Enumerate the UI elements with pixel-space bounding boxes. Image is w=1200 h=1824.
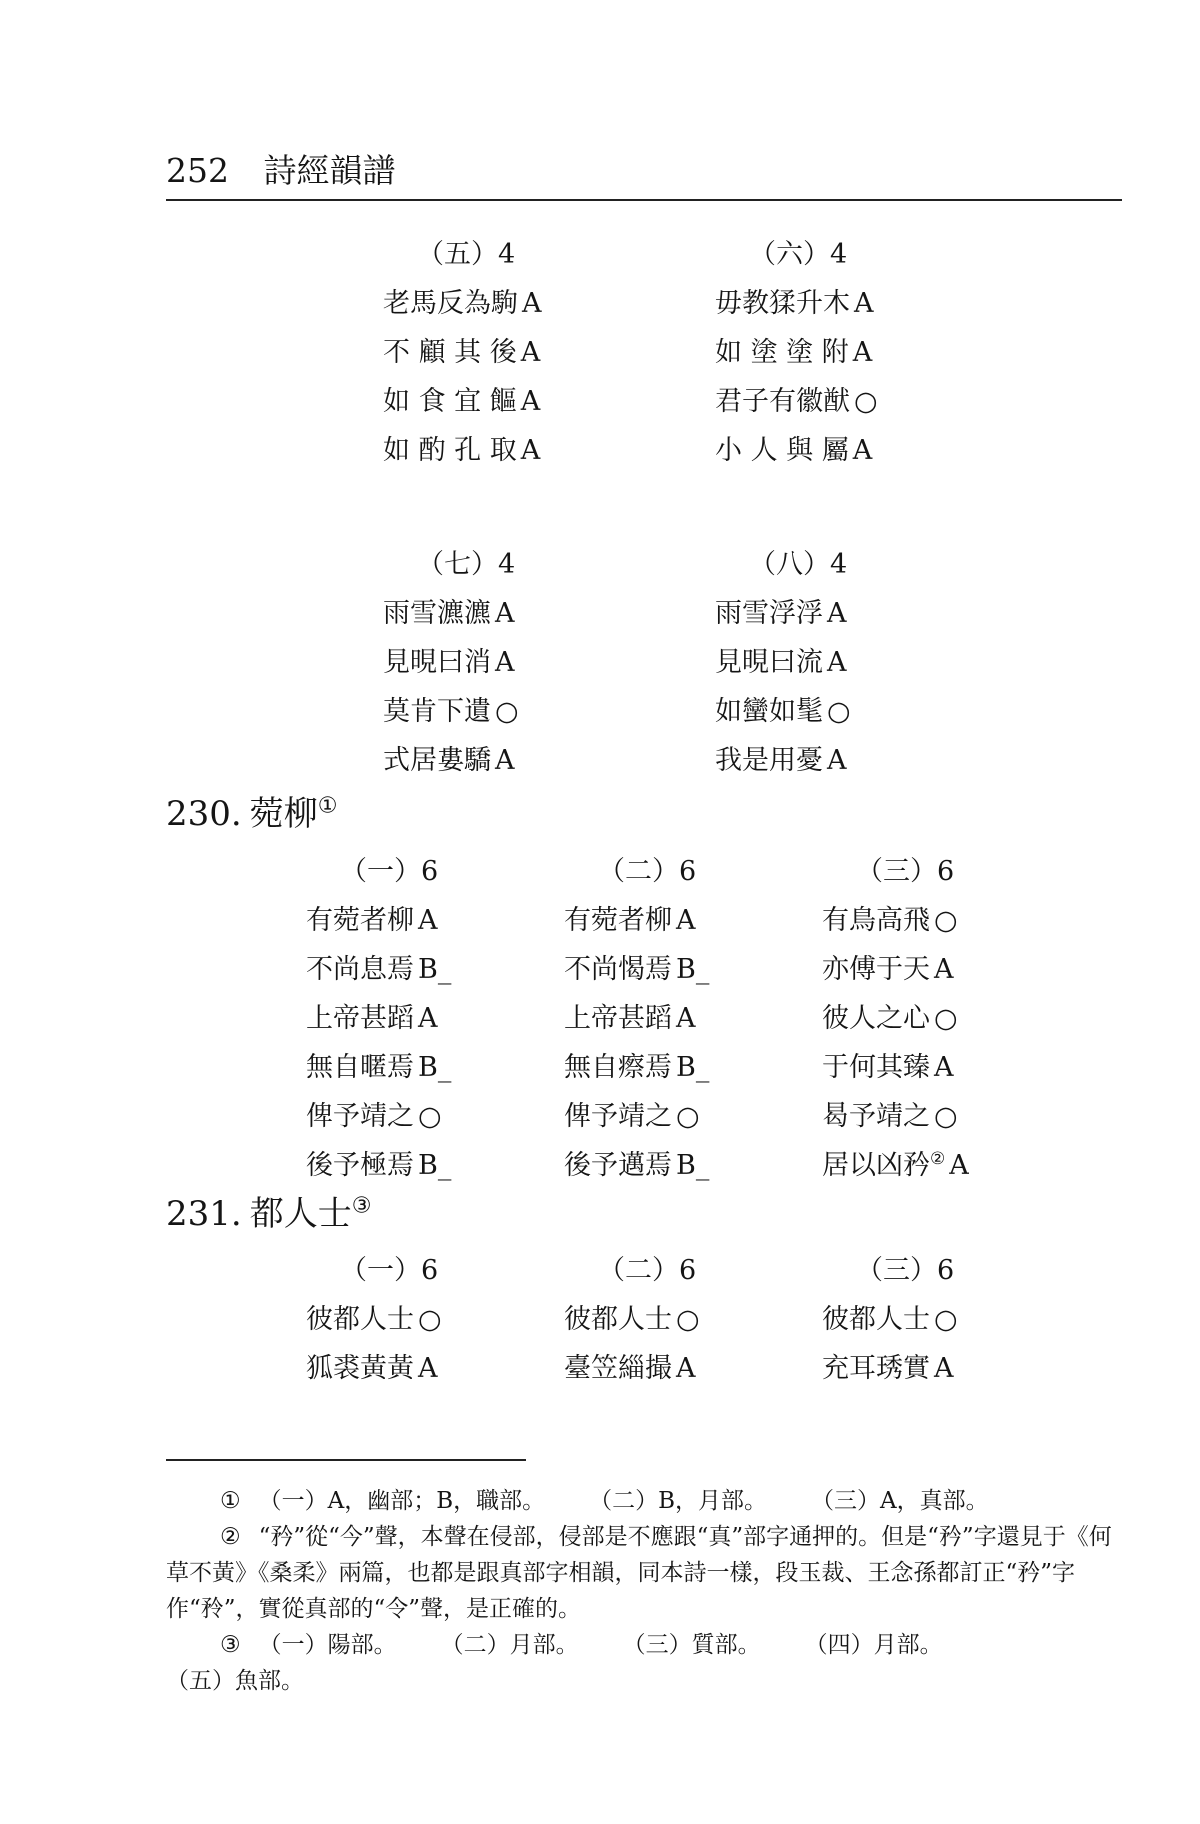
stanza-label: （三）6 bbox=[856, 856, 955, 887]
footnote-1: ① （一）A，幽部；B，職部。 （二）B，月部。 （三）A，真部。 bbox=[220, 1488, 989, 1514]
poem-name: 都人士 bbox=[249, 1194, 352, 1234]
poem-line: 後予極焉 B_ bbox=[306, 1150, 452, 1181]
footnote-3-continued: （五）魚部。 bbox=[166, 1668, 304, 1694]
footnote-marker: ③ bbox=[220, 1632, 241, 1658]
poem-line: 雨雪浮浮 A bbox=[715, 598, 847, 629]
stanza-5 bbox=[383, 230, 542, 475]
poem-line: 如 酌 孔 取 A bbox=[383, 435, 541, 466]
stanza-label: （二）6 bbox=[598, 1255, 697, 1286]
rhyme-mark: A bbox=[827, 598, 847, 629]
header-rule bbox=[166, 199, 1122, 201]
rhyme-mark: A bbox=[934, 1353, 954, 1384]
poem-line: 臺笠緇撮 A bbox=[564, 1353, 696, 1384]
rhyme-mark: A bbox=[495, 647, 515, 678]
poem-line: 如蠻如髦 ○ bbox=[715, 696, 851, 727]
rhyme-mark: A bbox=[495, 598, 515, 629]
poem-line: 如 塗 塗 附 A bbox=[715, 337, 873, 368]
stanza-230-2 bbox=[564, 847, 709, 1190]
stanza-label: （八）4 bbox=[749, 549, 848, 580]
stanza-7 bbox=[383, 540, 519, 785]
poem-line: 彼都人士 ○ bbox=[306, 1304, 442, 1335]
rhyme-mark: A bbox=[520, 435, 541, 466]
rhyme-mark: ○ bbox=[676, 1101, 700, 1132]
stanza-231-3 bbox=[822, 1246, 958, 1393]
rhyme-mark: B_ bbox=[418, 954, 452, 985]
rhyme-mark: B_ bbox=[676, 1052, 710, 1083]
rhyme-mark: B_ bbox=[676, 1150, 710, 1181]
poem-line: 見晛曰流 A bbox=[715, 647, 847, 678]
rhyme-mark: ○ bbox=[418, 1101, 442, 1132]
poem-line: 于何其臻 A bbox=[822, 1052, 954, 1083]
rhyme-mark: A bbox=[827, 647, 847, 678]
poem-line: 居以凶矜② A bbox=[822, 1149, 969, 1181]
poem-line: 俾予靖之 ○ bbox=[306, 1101, 442, 1132]
poem-line: 亦傅于天 A bbox=[822, 954, 954, 985]
rhyme-mark: A bbox=[520, 386, 541, 417]
poem-line: 見晛曰消 A bbox=[383, 647, 515, 678]
rhyme-mark: A bbox=[495, 745, 515, 776]
stanza-231-2 bbox=[564, 1246, 700, 1393]
footnote-ref: ① bbox=[317, 793, 338, 819]
rhyme-mark: ○ bbox=[934, 1304, 958, 1335]
rhyme-mark: B_ bbox=[418, 1150, 452, 1181]
page-number: 252 bbox=[166, 151, 229, 190]
poem-line: 如 食 宜 饇 A bbox=[383, 386, 541, 417]
poem-number: 231. bbox=[166, 1194, 242, 1234]
rhyme-mark: A bbox=[676, 905, 696, 936]
rhyme-mark: A bbox=[934, 1052, 954, 1083]
poem-line: 彼都人士 ○ bbox=[822, 1304, 958, 1335]
stanza-label: （六）4 bbox=[749, 239, 848, 270]
rhyme-mark: ○ bbox=[854, 386, 878, 417]
footnote-marker: ② bbox=[220, 1524, 241, 1550]
poem-line: 彼人之心 ○ bbox=[822, 1003, 958, 1034]
footnote-rule bbox=[166, 1459, 526, 1461]
rhyme-mark: B_ bbox=[418, 1052, 452, 1083]
poem-line: 有菀者柳 A bbox=[564, 905, 696, 936]
rhyme-mark: A bbox=[949, 1150, 969, 1181]
poem-line: 我是用憂 A bbox=[715, 745, 847, 776]
poem-line: 毋教猱升木 A bbox=[715, 288, 874, 319]
rhyme-mark: A bbox=[522, 288, 542, 319]
poem-line: 無自暱焉 B_ bbox=[306, 1052, 452, 1083]
rhyme-mark: ○ bbox=[495, 696, 519, 727]
poem-line: 上帝甚蹈 A bbox=[564, 1003, 696, 1034]
poem-line: 俾予靖之 ○ bbox=[564, 1101, 700, 1132]
footnote-ref: ③ bbox=[351, 1193, 372, 1219]
footnote-marker: ① bbox=[220, 1488, 241, 1514]
rhyme-mark: B_ bbox=[676, 954, 710, 985]
rhyme-mark: ○ bbox=[934, 905, 958, 936]
poem-line: 小 人 與 屬 A bbox=[715, 435, 873, 466]
poem-line: 後予邁焉 B_ bbox=[564, 1150, 710, 1181]
rhyme-mark: A bbox=[827, 745, 847, 776]
poem-line: 上帝甚蹈 A bbox=[306, 1003, 438, 1034]
poem-line: 不 顧 其 後 A bbox=[383, 337, 541, 368]
poem-line: 充耳琇實 A bbox=[822, 1353, 954, 1384]
rhyme-mark: ○ bbox=[934, 1003, 958, 1034]
poem-title-230 bbox=[166, 786, 337, 835]
footnotes bbox=[166, 1483, 1126, 1699]
rhyme-mark: A bbox=[418, 1003, 438, 1034]
rhyme-mark: A bbox=[418, 1353, 438, 1384]
rhyme-mark: A bbox=[520, 337, 541, 368]
rhyme-mark: ○ bbox=[418, 1304, 442, 1335]
stanza-8 bbox=[715, 540, 851, 785]
poem-line: 老馬反為駒 A bbox=[383, 288, 542, 319]
poem-line: 式居婁驕 A bbox=[383, 745, 515, 776]
poem-line: 莫肯下遺 ○ bbox=[383, 696, 519, 727]
poem-line: 君子有徽猷 ○ bbox=[715, 386, 878, 417]
footnote-2: ② “矜”從“今”聲，本聲在侵部，侵部是不應跟“真”部字通押的。但是“矜”字還見于《何草不黃》《桑柔》兩篇，也都是跟真部字相韻，同本詩一樣，段玉裁、王念孫都訂正“矜”字作“矝”，實從真部的“令”聲，是正確的。 bbox=[166, 1524, 1112, 1622]
rhyme-mark: A bbox=[418, 905, 438, 936]
poem-title-231 bbox=[166, 1186, 371, 1235]
rhyme-mark: A bbox=[676, 1353, 696, 1384]
rhyme-mark: A bbox=[676, 1003, 696, 1034]
running-header bbox=[166, 145, 396, 192]
poem-line: 雨雪瀌瀌 A bbox=[383, 598, 515, 629]
stanza-230-1 bbox=[306, 847, 451, 1190]
poem-line: 有鳥高飛 ○ bbox=[822, 905, 958, 936]
stanza-label: （二）6 bbox=[598, 856, 697, 887]
poem-line: 不尚息焉 B_ bbox=[306, 954, 452, 985]
stanza-label: （七）4 bbox=[417, 549, 516, 580]
stanza-230-3 bbox=[822, 847, 969, 1190]
rhyme-mark: A bbox=[934, 954, 954, 985]
rhyme-mark: ○ bbox=[676, 1304, 700, 1335]
stanza-6 bbox=[715, 230, 878, 475]
stanza-label: （三）6 bbox=[856, 1255, 955, 1286]
stanza-label: （一）6 bbox=[340, 856, 439, 887]
rhyme-mark: ○ bbox=[827, 696, 851, 727]
rhyme-mark: A bbox=[854, 288, 874, 319]
poem-line: 狐裘黃黃 A bbox=[306, 1353, 438, 1384]
poem-number: 230. bbox=[166, 794, 242, 834]
poem-name: 菀柳 bbox=[249, 794, 318, 834]
stanza-231-1 bbox=[306, 1246, 442, 1393]
rhyme-mark: ○ bbox=[934, 1101, 958, 1132]
poem-line: 無自瘵焉 B_ bbox=[564, 1052, 710, 1083]
book-title: 詩經韻譜 bbox=[263, 151, 396, 190]
footnote-ref: ② bbox=[930, 1149, 946, 1169]
poem-line: 曷予靖之 ○ bbox=[822, 1101, 958, 1132]
stanza-label: （五）4 bbox=[417, 239, 516, 270]
poem-line: 有菀者柳 A bbox=[306, 905, 438, 936]
footnote-3: ③ （一）陽部。 （二）月部。 （三）質部。 （四）月部。 bbox=[220, 1632, 943, 1658]
rhyme-mark: A bbox=[852, 337, 873, 368]
rhyme-mark: A bbox=[852, 435, 873, 466]
poem-line: 彼都人士 ○ bbox=[564, 1304, 700, 1335]
poem-line: 不尚愒焉 B_ bbox=[564, 954, 710, 985]
stanza-label: （一）6 bbox=[340, 1255, 439, 1286]
